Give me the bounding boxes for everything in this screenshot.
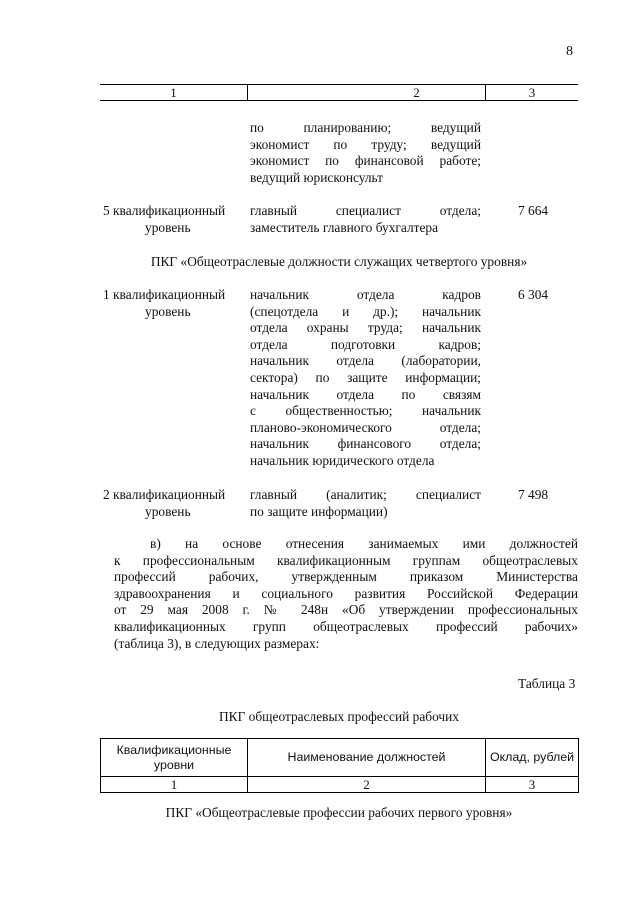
position-line: заместитель главного бухгалтера [250, 219, 439, 235]
level-label: 5 квалификационный [103, 203, 226, 218]
position-line: начальник отдела по связям [250, 386, 481, 402]
continuation-positions [250, 120, 481, 186]
qualification-level-2 [103, 487, 241, 520]
position-line: по защите информации) [250, 503, 388, 519]
paragraph-line: профессий рабочих, утвержденным приказом Министерства [114, 569, 578, 585]
body-paragraph [114, 536, 578, 652]
level-label: 2 квалификационный [103, 487, 226, 502]
level-label-2: уровень [145, 303, 191, 319]
position-line: главный специалист отдела; [250, 203, 481, 218]
column-number-2: 2 [413, 85, 420, 100]
table-3-title: ПКГ общеотраслевых профессий рабочих [218, 709, 460, 724]
table-column-numbers [100, 84, 578, 101]
level-label-2: уровень [145, 503, 191, 519]
header-salary: Оклад, рублей [486, 739, 579, 777]
positions-level-1 [250, 287, 481, 470]
qualification-level-5 [103, 203, 241, 236]
paragraph-line: здравоохранения и социального развития Российской Федерации [114, 585, 578, 601]
salary-level-1: 6 304 [518, 287, 549, 302]
column-number-1: 1 [170, 85, 177, 100]
page-number: 8 [566, 44, 573, 59]
header-qualification-levels: Квалификационные уровни [101, 739, 248, 777]
column-number-3: 3 [486, 777, 579, 793]
table-3 [100, 738, 579, 793]
position-line: начальник отдела (лаборатории, [250, 353, 481, 369]
paragraph-line: в) на основе отнесения занимаемых ими должностей [150, 536, 578, 551]
paragraph-line: к профессиональным квалификационным группам общеотраслевых [114, 552, 578, 568]
header-position-names: Наименование должностей [248, 739, 486, 777]
position-line: начальник финансового отдела; [250, 436, 481, 452]
position-line: экономист по финансовой работе; [250, 153, 481, 169]
position-line: сектора) по защите информации; [250, 369, 481, 385]
position-line: отдела охраны труда; начальник [250, 320, 481, 336]
pkg-4-title: ПКГ «Общеотраслевые должности служащих четвертого уровня» [150, 254, 528, 269]
paragraph-line: квалификационных групп общеотраслевых профессий рабочих» [114, 618, 578, 634]
level-label: 1 квалификационный [103, 287, 226, 302]
column-number-2: 2 [248, 777, 486, 793]
position-line: по планированию; ведущий [250, 120, 481, 135]
position-line: отдела подготовки кадров; [250, 336, 481, 352]
position-line: ведущий юрисконсульт [250, 169, 384, 185]
position-line: начальник юридического отдела [250, 452, 435, 468]
position-line: начальник отдела кадров [250, 287, 481, 302]
paragraph-line: (таблица 3), в следующих размерах: [114, 635, 320, 651]
column-number-3: 3 [528, 85, 536, 100]
column-number-1: 1 [101, 777, 248, 793]
positions-level-2 [250, 487, 481, 520]
paragraph-line: от 29 мая 2008 г. № 248н «Об утверждении профессиональных [114, 602, 578, 618]
position-line: главный (аналитик; специалист [250, 487, 481, 502]
position-line: планово-экономического отдела; [250, 419, 481, 435]
position-line: с общественностью; начальник [250, 403, 481, 419]
salary-level-2: 7 498 [518, 487, 549, 502]
qualification-level-1 [103, 287, 241, 320]
positions-level-5 [250, 203, 481, 236]
position-line: экономист по труду; ведущий [250, 136, 481, 152]
position-line: (спецотдела и др.); начальник [250, 303, 481, 319]
salary-level-5: 7 664 [518, 203, 549, 218]
table-3-label: Таблица 3 [518, 676, 576, 691]
pkg-workers-1-title: ПКГ «Общеотраслевые профессии рабочих первого уровня» [165, 805, 513, 820]
level-label-2: уровень [145, 219, 191, 235]
